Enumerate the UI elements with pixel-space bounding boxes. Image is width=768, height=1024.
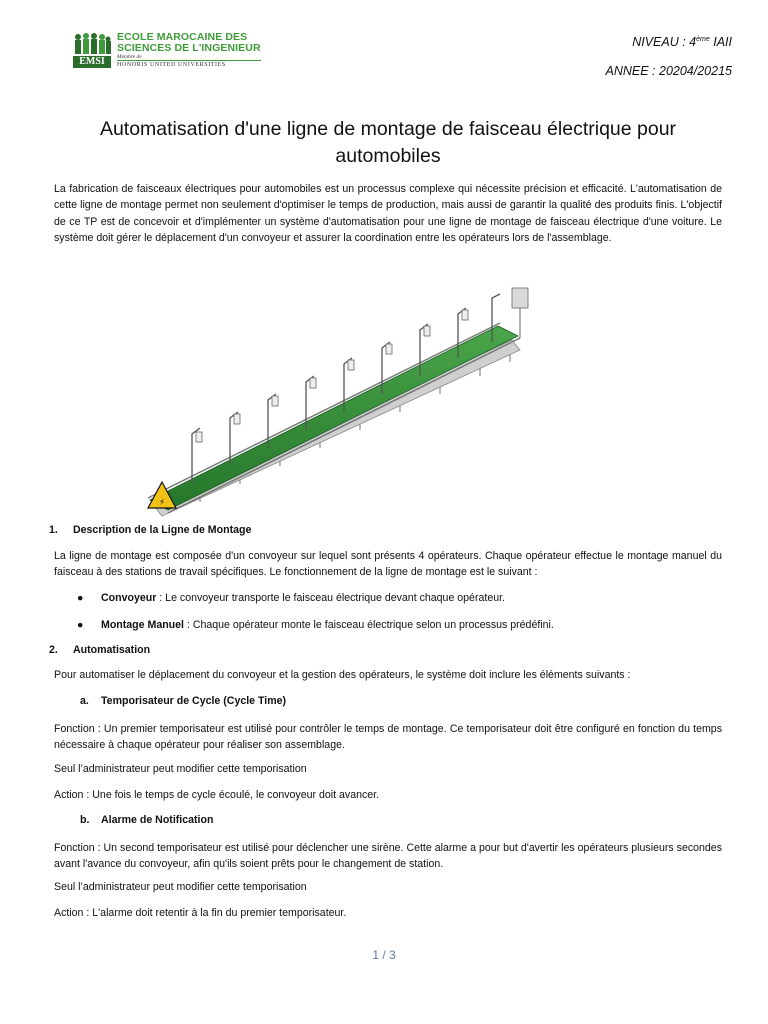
niveau-label: NIVEAU : 4ème IAII xyxy=(632,35,732,49)
page-indicator: 1 / 3 xyxy=(372,948,396,962)
subsection-b-action: Action : L'alarme doit retentir à la fin du premier temporisateur. xyxy=(54,907,347,919)
subsection-a-heading: a. Temporisateur de Cycle (Cycle Time) xyxy=(80,695,287,707)
list-item: ● Convoyeur : Le convoyeur transporte le faisceau électrique devant chaque opérateur. xyxy=(77,592,505,604)
section2-paragraph: Pour automatiser le déplacement du convoyeur et la gestion des opérateurs, le système doit inclure les éléments suivants : xyxy=(54,669,631,681)
list-item: ● Montage Manuel : Chaque opérateur monte le faisceau électrique selon un processus prédéfini. xyxy=(77,619,554,631)
logo-line2: SCIENCES DE L'INGENIEUR xyxy=(117,42,261,54)
emsi-label: EMSI xyxy=(73,56,111,68)
section1-paragraph: La ligne de montage est composée d'un convoyeur sur lequel sont présents 4 opérateurs. Chaque opérateur effectue le montage manuel du faisceau à des stations de travail spécifiques. Le fonctionnement de la ligne de montage est le suivant : xyxy=(54,550,722,579)
subsection-b-heading: b. Alarme de Notification xyxy=(80,814,214,826)
logo-member: Membre de xyxy=(117,54,142,60)
subsection-a-fonction: Fonction : Un premier temporisateur est utilisé pour contrôler le temps de montage. Ce temporisateur doit être configuré en fonction du temps nécessaire à chaque opérateur pour réaliser son assemblage. xyxy=(54,723,722,752)
document-title: Automatisation d'une ligne de montage de faisceau électrique pour automobiles xyxy=(99,118,677,167)
conveyor-illustration xyxy=(140,268,540,518)
svg-text:⚡: ⚡ xyxy=(158,498,166,508)
subsection-b-admin: Seul l’administrateur peut modifier cette temporisation xyxy=(54,881,307,893)
section2-heading: 2. Automatisation xyxy=(49,644,151,656)
school-logo xyxy=(72,31,261,74)
control-cabinet-icon xyxy=(512,288,528,308)
intro-paragraph: La fabrication de faisceaux électriques pour automobiles est un processus complexe qui nécessite précision et efficacité. L'automatisation de cette ligne de montage permet non seulement d'optimiser le temps de production, mais aussi de garantir la qualité des produits finis. L'objectif de ce TP est de concevoir et d'implémenter un système d'automatisation pour une ligne de montage de faisceau électrique d'une voiture. Le système doit gérer le déplacement d'un convoyeur et assurer la coordination entre les opérateurs lors de l'assemblage. xyxy=(54,183,722,244)
logo-honoris: HONORIS UNITED UNIVERSITIES xyxy=(117,60,261,69)
annee-label: ANNEE : 20204/20215 xyxy=(605,64,732,78)
subsection-b-fonction: Fonction : Un second temporisateur est utilisé pour déclencher une sirène. Cette alarme a pour but d'avertir les opérateurs plusieurs secondes avant l'avance du convoyeur, afin qu'ils soient prêts pour le changement de station. xyxy=(54,842,722,871)
section1-heading: 1. Description de la Ligne de Montage xyxy=(49,524,252,536)
subsection-a-admin: Seul l’administrateur peut modifier cette temporisation xyxy=(54,763,307,775)
subsection-a-action: Action : Une fois le temps de cycle écoulé, le convoyeur doit avancer. xyxy=(54,789,380,801)
logo-line1: ECOLE MAROCAINE DES xyxy=(117,31,248,43)
